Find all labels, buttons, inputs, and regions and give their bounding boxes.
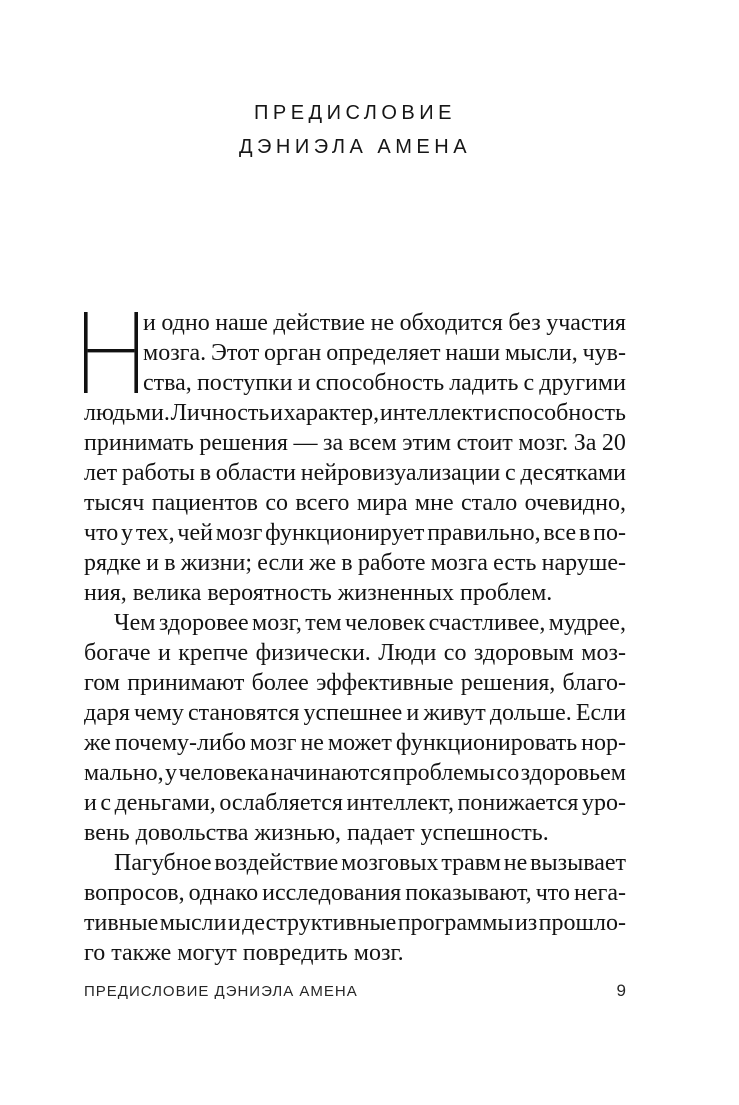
body-line: гом принимают более эффективные решения, благо- [84,670,626,696]
body-line: тивные мысли и деструктивные программы из прошло- [84,910,626,936]
body-line: мозга. Этот орган определяет наши мысли, чув- [143,340,626,366]
body-line: и с деньгами, ослабляется интеллект, понижается уро- [84,790,626,816]
body-line: богаче и крепче физически. Люди со здоровым моз- [84,640,626,666]
chapter-title-line1: ПРЕДИСЛОВИЕ [254,102,456,124]
chapter-title [84,96,626,164]
page-footer [84,981,626,1002]
chapter-title-line2: ДЭНИЭЛА АМЕНА [238,136,472,158]
body-line: Пагубное воздействие мозговых травм не вызывает [114,850,626,876]
body-line: лет работы в области нейровизуализации с десятками [84,460,626,486]
paragraphs [84,308,626,968]
body-text-block [84,308,626,968]
body-line: го также могут повредить мозг. [84,940,404,966]
paragraph [84,608,626,848]
body-line: тысяч пациентов со всего мира мне стало очевидно, [84,490,626,516]
body-line: же почему-либо мозг не может функционировать нор- [84,730,626,756]
body-line: вопросов, однако исследования показывают, что нега- [84,880,626,906]
paragraph [84,308,626,608]
drop-cap [84,312,138,393]
body-line: людьми. Личность и характер, интеллект и способность [84,400,626,426]
paragraph [84,848,626,968]
body-line: мально, у человека начинаются проблемы со здоровьем [84,760,626,786]
body-line: рядке и в жизни; если же в работе мозга есть наруше- [84,550,626,576]
body-line: и одно наше действие не обходится без участия [143,310,626,336]
body-line: вень довольства жизнью, падает успешность. [84,820,549,846]
page-number: 9 [616,981,626,1000]
drop-cap-letter-shape [84,312,138,393]
running-title: ПРЕДИСЛОВИЕ ДЭНИЭЛА АМЕНА [84,983,358,1000]
body-line: ства, поступки и способность ладить с другими [143,370,626,396]
body-line: Чем здоровее мозг, тем человек счастливее, мудрее, [114,610,626,636]
body-line: даря чему становятся успешнее и живут дольше. Если [84,700,626,726]
body-line: ния, велика вероятность жизненных проблем. [84,580,553,606]
body-line: принимать решения — за всем этим стоит мозг. За 20 [84,430,626,456]
body-line: что у тех, чей мозг функционирует правильно, все в по- [84,520,626,546]
